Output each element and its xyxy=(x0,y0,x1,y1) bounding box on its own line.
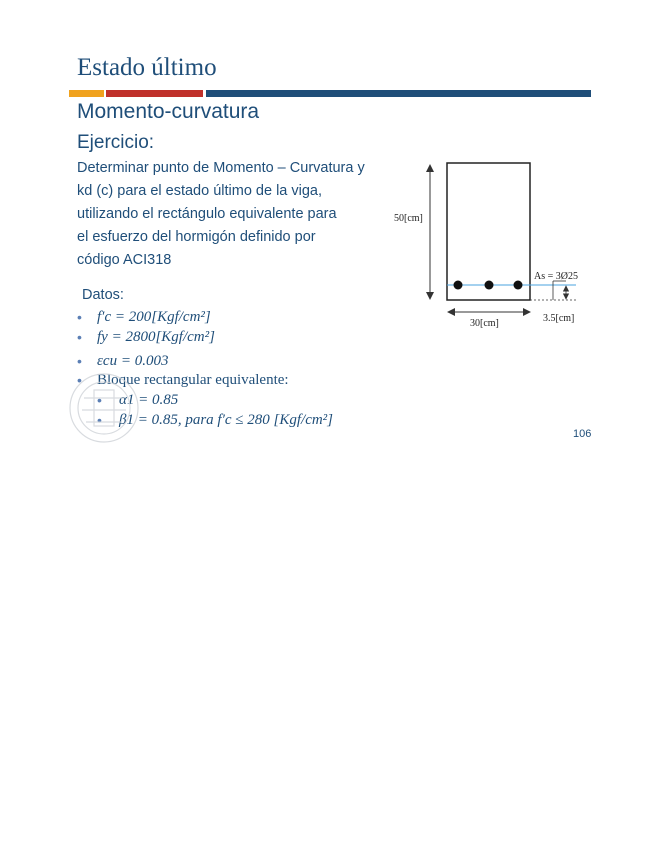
accent-bar-blue xyxy=(206,90,591,97)
description-line: el esfuerzo del hormigón definido por xyxy=(77,229,316,245)
datos-title: Datos: xyxy=(82,287,124,303)
rebar-icon xyxy=(514,281,523,290)
bullet-icon: • xyxy=(77,329,82,345)
bullet-icon: • xyxy=(77,309,82,325)
rebar-icon xyxy=(454,281,463,290)
description-line: kd (c) para el estado último de la viga, xyxy=(77,183,323,199)
bullet-icon: • xyxy=(77,372,82,388)
university-logo-watermark xyxy=(64,368,144,448)
bullet-icon: • xyxy=(97,412,102,428)
exercise-description xyxy=(77,157,397,272)
steel-area-label: As = 3Ø25 xyxy=(534,271,578,282)
exercise-label: Ejercicio: xyxy=(77,132,155,153)
rebar-icon xyxy=(485,281,494,290)
description-line: utilizando el rectángulo equivalente para xyxy=(77,206,337,222)
beam-section-rect xyxy=(447,163,530,300)
page-number: 106 xyxy=(573,428,592,440)
section-subtitle: Momento-curvatura xyxy=(77,100,260,123)
accent-bar-orange xyxy=(69,90,104,97)
page-title: Estado último xyxy=(77,54,217,81)
width-label: 30[cm] xyxy=(470,318,499,329)
bullet-icon: • xyxy=(97,392,102,408)
beam-section-diagram xyxy=(390,155,590,335)
cover-label: 3.5[cm] xyxy=(543,313,575,324)
bullet-icon: • xyxy=(77,353,82,369)
height-label: 50[cm] xyxy=(394,213,423,224)
description-line: Determinar punto de Momento – Curvatura y xyxy=(77,160,365,176)
accent-bar-red xyxy=(106,90,203,97)
description-line: código ACI318 xyxy=(77,252,172,268)
